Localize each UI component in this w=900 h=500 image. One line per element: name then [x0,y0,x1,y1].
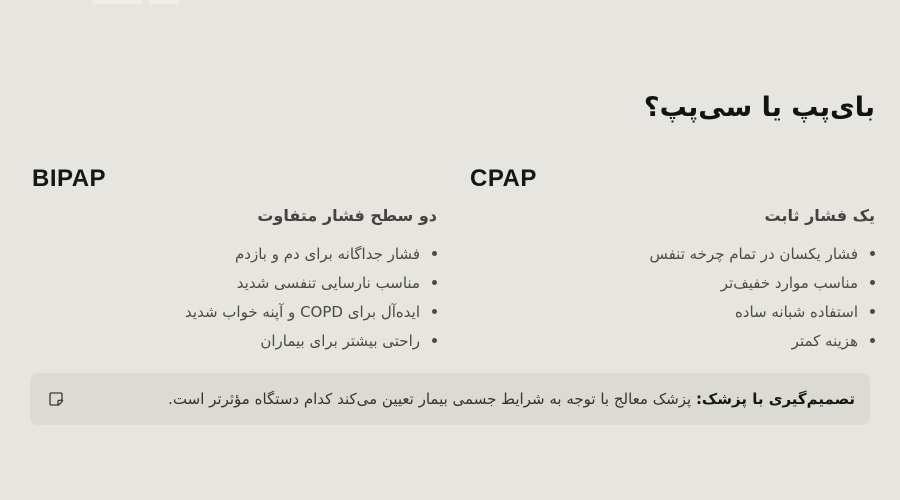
cpap-heading: CPAP [470,165,537,192]
top-edge-fragment [92,0,142,4]
note-text [168,389,855,409]
bullet-dot [432,280,437,285]
bipap-subheading: دو سطح فشار متفاوت [257,206,437,225]
list-item [32,268,437,297]
bullet-text: مناسب نارسایی تنفسی شدید [236,273,420,292]
list-item [32,297,437,326]
bullet-dot [870,251,875,256]
list-item [470,326,875,355]
bullet-text: ایده‌آل برای COPD و آپنه خواب شدید [185,302,420,321]
bullet-text: استفاده شبانه ساده [734,302,858,321]
note-label: تصمیم‌گیری با پزشک: [695,390,855,408]
bullet-dot [870,338,875,343]
bullet-text: فشار جداگانه برای دم و بازدم [235,244,420,263]
bullet-text: هزینه کمتر [791,331,858,350]
bipap-column [32,165,437,355]
list-item [32,326,437,355]
list-item [470,297,875,326]
bullet-text: فشار یکسان در تمام چرخه تنفس [649,244,858,263]
bullet-text: راحتی بیشتر برای بیماران [260,331,420,350]
sticky-note-icon [48,391,64,407]
comparison-columns [32,165,875,355]
bullet-dot [432,251,437,256]
bipap-bullet-list [32,239,437,355]
cpap-column [470,165,875,355]
bullet-dot [870,309,875,314]
list-item [470,268,875,297]
cpap-subheading: یک فشار ثابت [764,206,875,225]
list-item [470,239,875,268]
bullet-dot [432,338,437,343]
bullet-dot [870,280,875,285]
top-edge-fragment [149,0,179,4]
page-title: بای‌پپ یا سی‌پپ؟ [643,92,875,123]
list-item [32,239,437,268]
cpap-bullet-list [470,239,875,355]
bipap-heading: BIPAP [32,165,107,192]
note-body: پزشک معالج با توجه به شرایط جسمی بیمار تعیین می‌کند کدام دستگاه مؤثرتر است. [168,390,692,408]
bullet-dot [432,309,437,314]
doctor-note-box [30,373,870,425]
bullet-text: مناسب موارد خفیف‌تر [720,273,858,292]
